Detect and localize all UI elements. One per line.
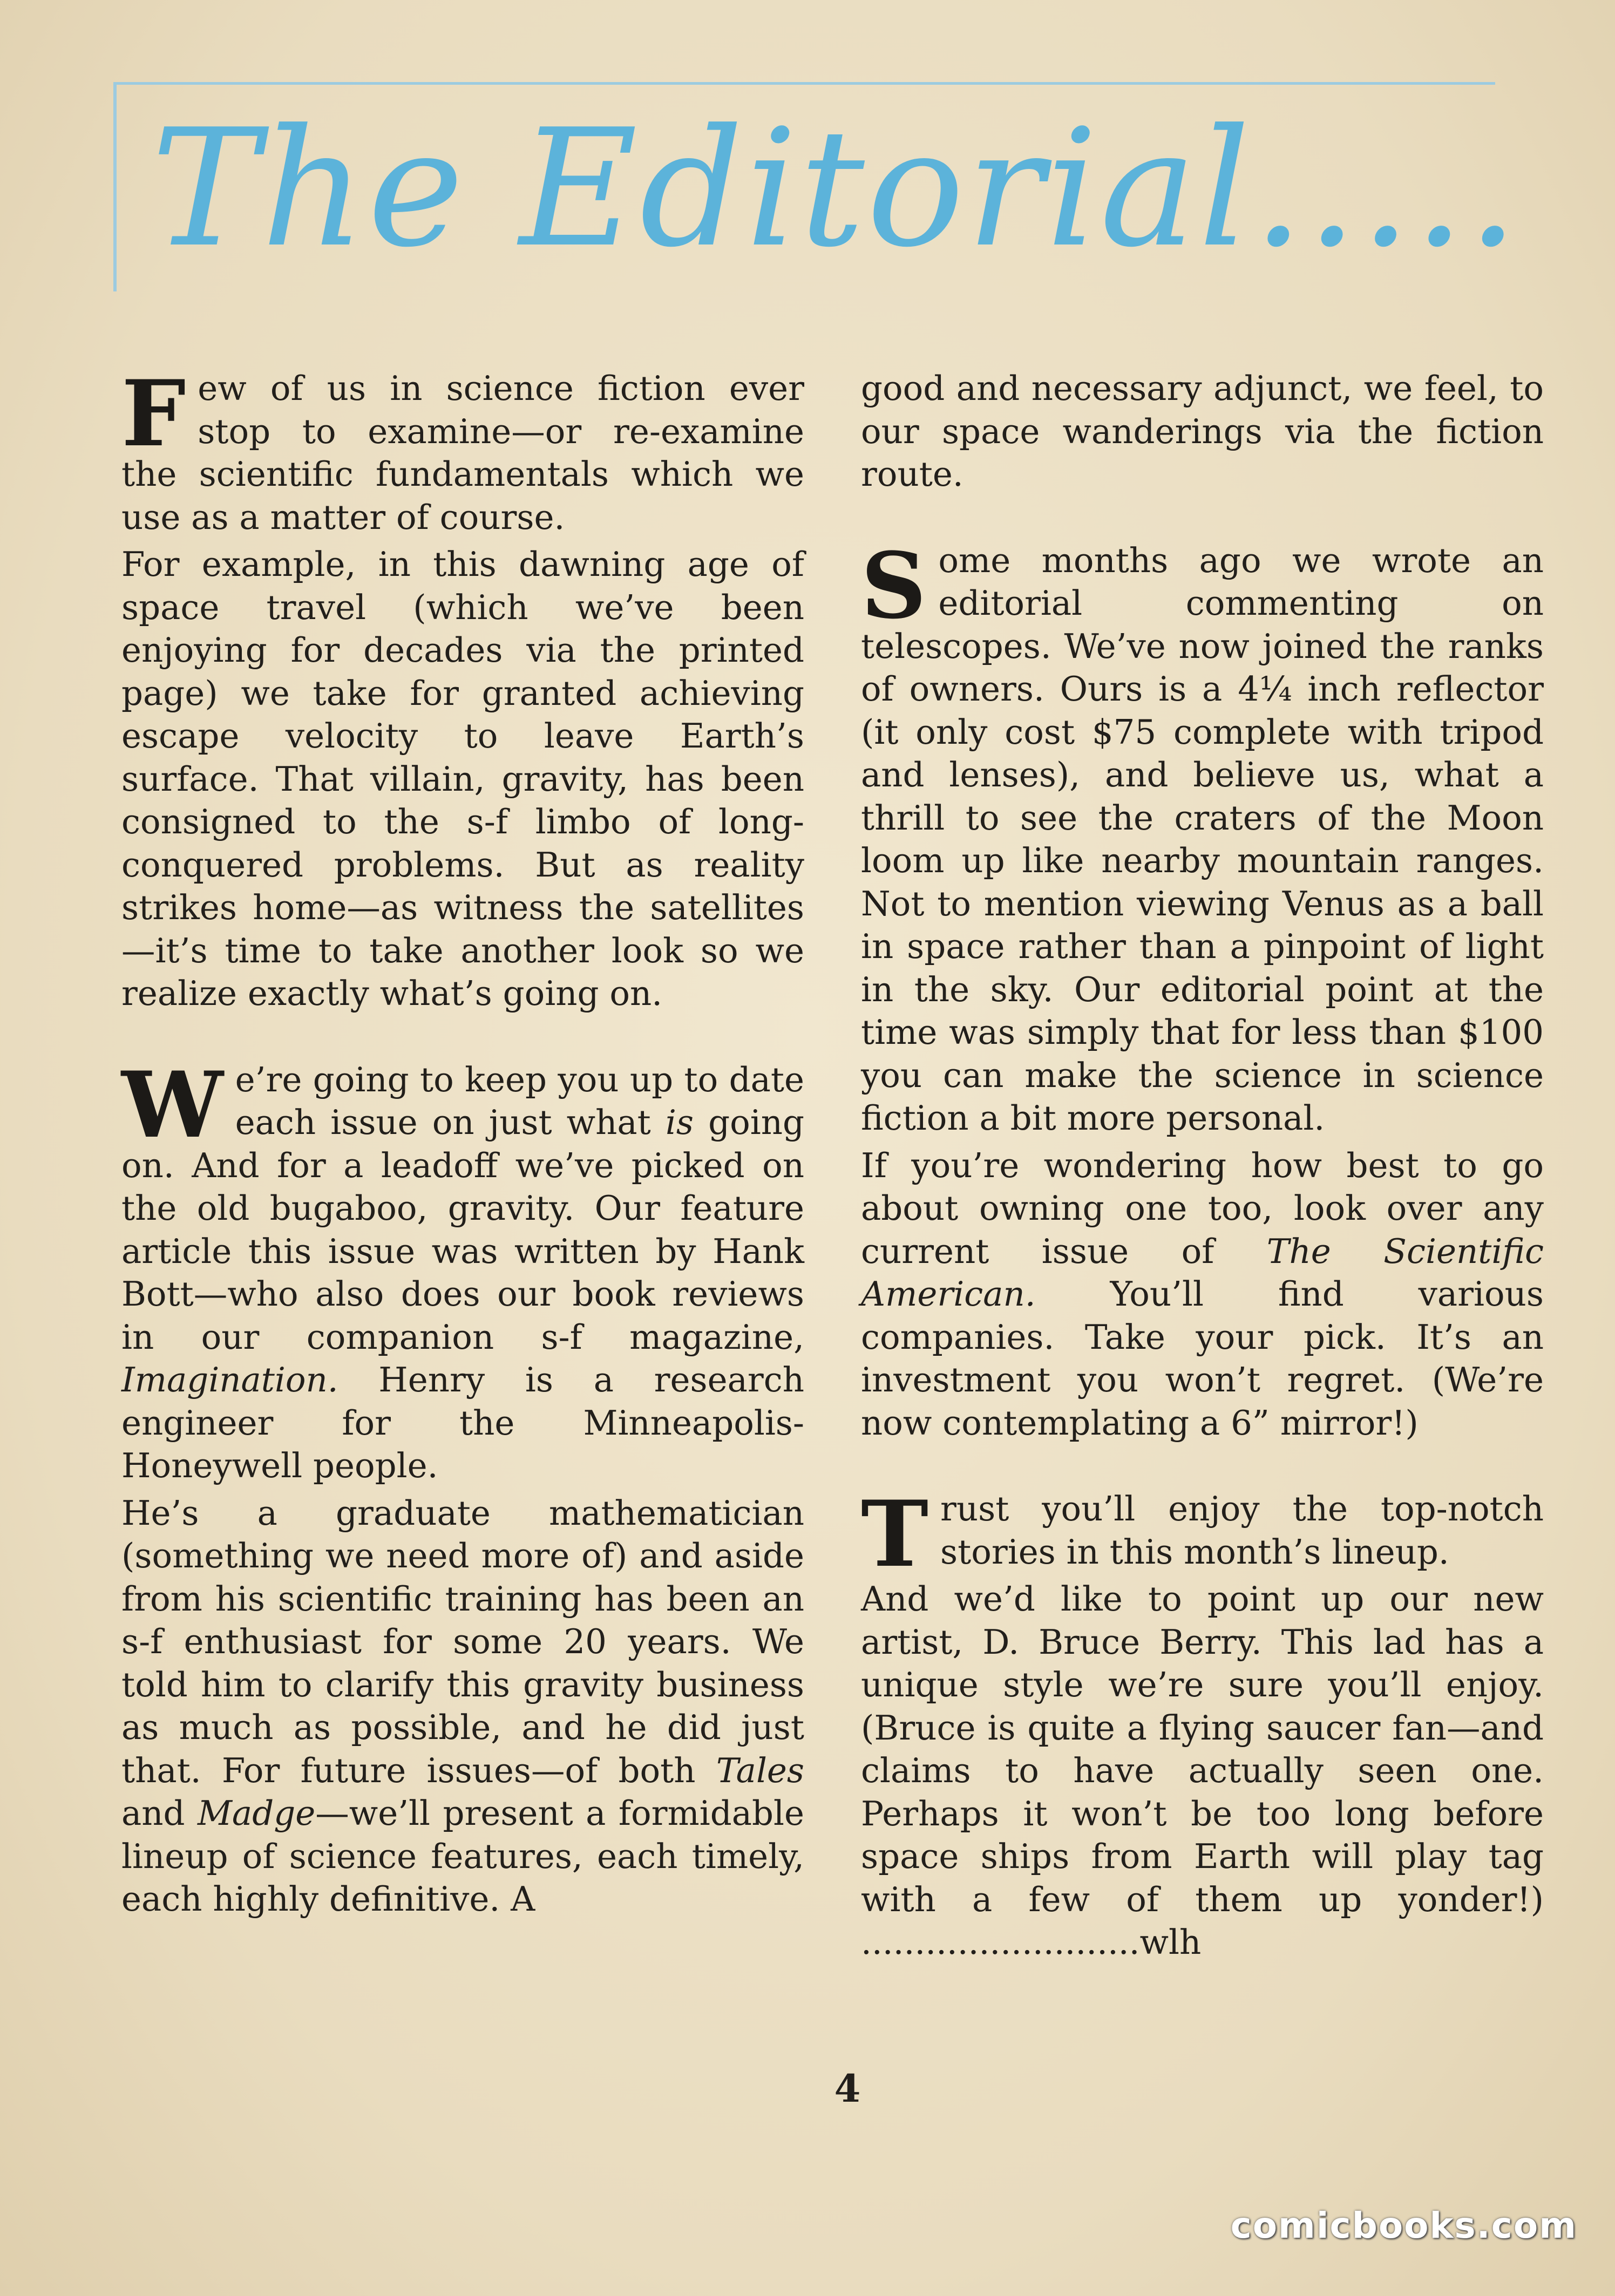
editorial-title: The Editorial..... [151,94,1521,283]
drop-cap-s: S [861,532,927,639]
owning-text-a: If you’re wondering how best to go about owning one too, look over any current issue of [861,1145,1544,1271]
paragraph-new-artist: And we’d like to point up our new artist, D. Bruce Berry. This lad has a unique style we’re sure you’ll enjoy. (Bruce is quite a flying saucer fan—and claims to have actually seen one. Perhaps it won’t be too long before space ships from Earth will play tag with a few of them up yonder!) ..........................wlh [861,1579,1544,1962]
watermark-logo: comicbooks.com [1230,2205,1577,2246]
page-number: 4 [834,2066,861,2111]
feature-text-a: e’re going to keep you up to date each issue on just what [235,1059,804,1142]
bio-text-c: —we’ll present a formidable lineup of science features, each timely, each highly definitive. A [121,1794,804,1919]
magazine-title-scientific-american: The Scientific American. [861,1231,1544,1314]
feature-text-is: is [665,1103,694,1142]
paragraph-telescopes-text: ome months ago we wrote an editorial commenting on telescopes. We’ve now joined the ranks of owners. Ours is a 4¼ inch reflector (it only cost $75 complete with tripod and lenses), and believe us, what a thrill to see the craters of the Moon loom up like nearby mountain ranges. Not to mention viewing Venus as a ball in space rather than a pinpoint of light in the sky. Our editorial point at the time was simply that for less than $100 you can make the science in science fiction a bit more personal. [861,540,1544,1138]
feature-text-c: Henry is a research engineer for the Minneapolis-Honeywell people. [121,1360,804,1485]
paragraph-lineup-text: rust you’ll enjoy the top-notch stories in this month’s lineup. [940,1489,1544,1572]
title-frame-left-rule [113,82,117,291]
magazine-title-imagination: Imagination. [121,1360,338,1400]
drop-cap-t: T [861,1480,929,1587]
paragraph-feature-article [121,1051,804,1487]
drop-cap-w: W [121,1051,223,1158]
bio-text-a: He’s a graduate mathematician (something we need more of) and aside from his scientific training has been an s-f enthusiast for some 20 years. We told him to clarify this gravity business as much as possible, and he did just that. For future issues—of both [121,1493,804,1790]
paragraph-lineup [861,1480,1544,1587]
paragraph-owning-telescope [861,1144,1544,1445]
left-column [121,360,804,1921]
paragraph-gravity: For example, in this dawning age of space travel (which we’ve been enjoying for decades via the printed page) we take for granted achieving escape velocity to leave Earth’s surface. That villain, gravity, has been consigned to the s-f limbo of long-conquered problems. But as reality strikes home—as witness the satellites—it’s time to take another look so we realize exactly what’s going on. [121,545,804,1013]
right-column [861,367,1544,1964]
bio-text-b: and [121,1794,198,1833]
paragraph-telescopes [861,532,1544,1140]
paragraph-intro-text: ew of us in science fiction ever stop to examine—or re-examine the scientific fundamentals which we use as a matter of course. [121,369,804,537]
drop-cap-f: F [121,360,186,467]
paragraph-continuation: good and necessary adjunct, we feel, to our space wanderings via the fiction route. [861,369,1544,494]
paragraph-author-bio [121,1492,804,1921]
paragraph-intro [121,360,804,539]
magazine-title-tales: Tales [716,1750,804,1790]
magazine-title-madge: Madge [197,1794,316,1833]
feature-text-b: going on. And for a leadoff we’ve picked on the old bugaboo, gravity. Our feature article this issue was written by Hank Bott—who also does our book reviews in our companion s-f magazine, [121,1103,804,1357]
owning-text-b: You’ll find various companies. Take your pick. It’s an investment you won’t regret. (We’re now contemplating a 6” mirror!) [861,1274,1544,1443]
